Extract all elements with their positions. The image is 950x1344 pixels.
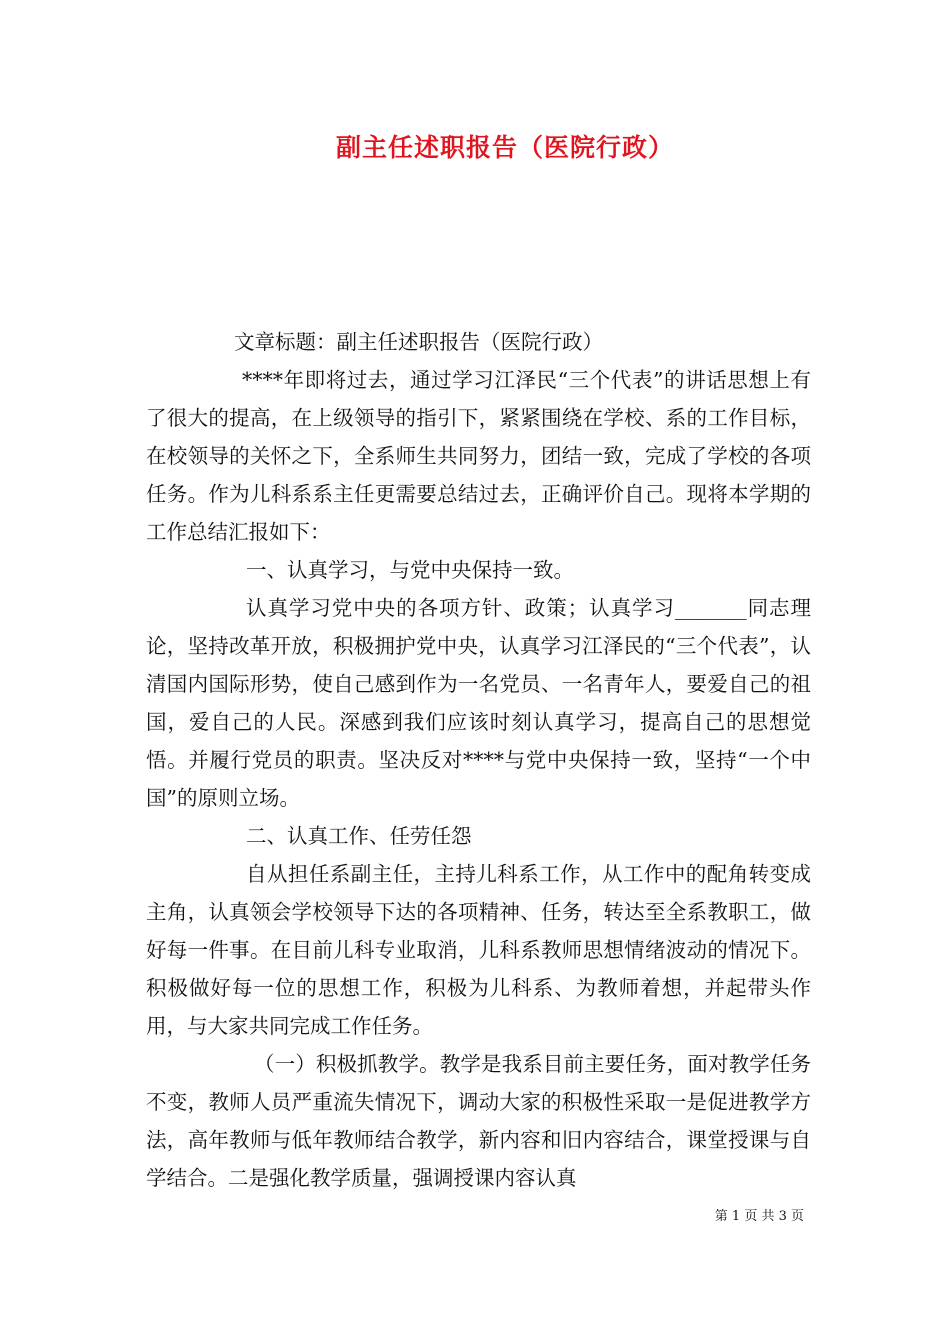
paragraph-study: 认真学习党中央的各项方针、政策；认真学习_______同志理论，坚持改革开放，积极拥护党中央，认真学习江泽民的“三个代表”，认清国内国际形势，使自己感到作为一名党员、一名青年人，要爱自己的祖国，爱自己的人民。深感到我们应该时刻认真学习，提高自己的思想觉悟。并履行党员的职责。坚决反对****与党中央保持一致，坚持“一个中国”的原则立场。 <box>146 596 811 810</box>
article-title-line: 文章标题：副主任述职报告（医院行政） <box>234 330 603 354</box>
paragraph-teaching: （一）积极抓教学。教学是我系目前主要任务，面对教学任务不变，教师人员严重流失情况下，调动大家的积极性采取一是促进教学方法，高年教师与低年教师结合教学，新内容和旧内容结合，课堂授课与自学结合。二是强化教学质量，强调授课内容认真 <box>146 1052 811 1190</box>
section-heading-1: 一、认真学习，与党中央保持一致。 <box>246 558 574 582</box>
page-number: 第 1 页 共 3 页 <box>714 1209 804 1224</box>
document-title: 副主任述职报告（医院行政） <box>335 133 674 162</box>
paragraph-work: 自从担任系副主任，主持儿科系工作，从工作中的配角转变成主角，认真领会学校领导下达的各项精神、任务，转达至全系教职工，做好每一件事。在目前儿科专业取消，儿科系教师思想情绪波动的情况下。积极做好每一位的思想工作，积极为儿科系、为教师着想，并起带头作用，与大家共同完成工作任务。 <box>146 862 811 1038</box>
paragraph-intro: ****年即将过去，通过学习江泽民“三个代表”的讲话思想上有了很大的提高，在上级领导的指引下，紧紧围绕在学校、系的工作目标，在校领导的关怀之下，全系师生共同努力，团结一致，完成了学校的各项任务。作为儿科系系主任更需要总结过去，正确评价自己。现将本学期的工作总结汇报如下： <box>146 368 811 544</box>
section-heading-2: 二、认真工作、任劳任怨 <box>246 824 472 848</box>
document-body <box>146 323 811 1197</box>
